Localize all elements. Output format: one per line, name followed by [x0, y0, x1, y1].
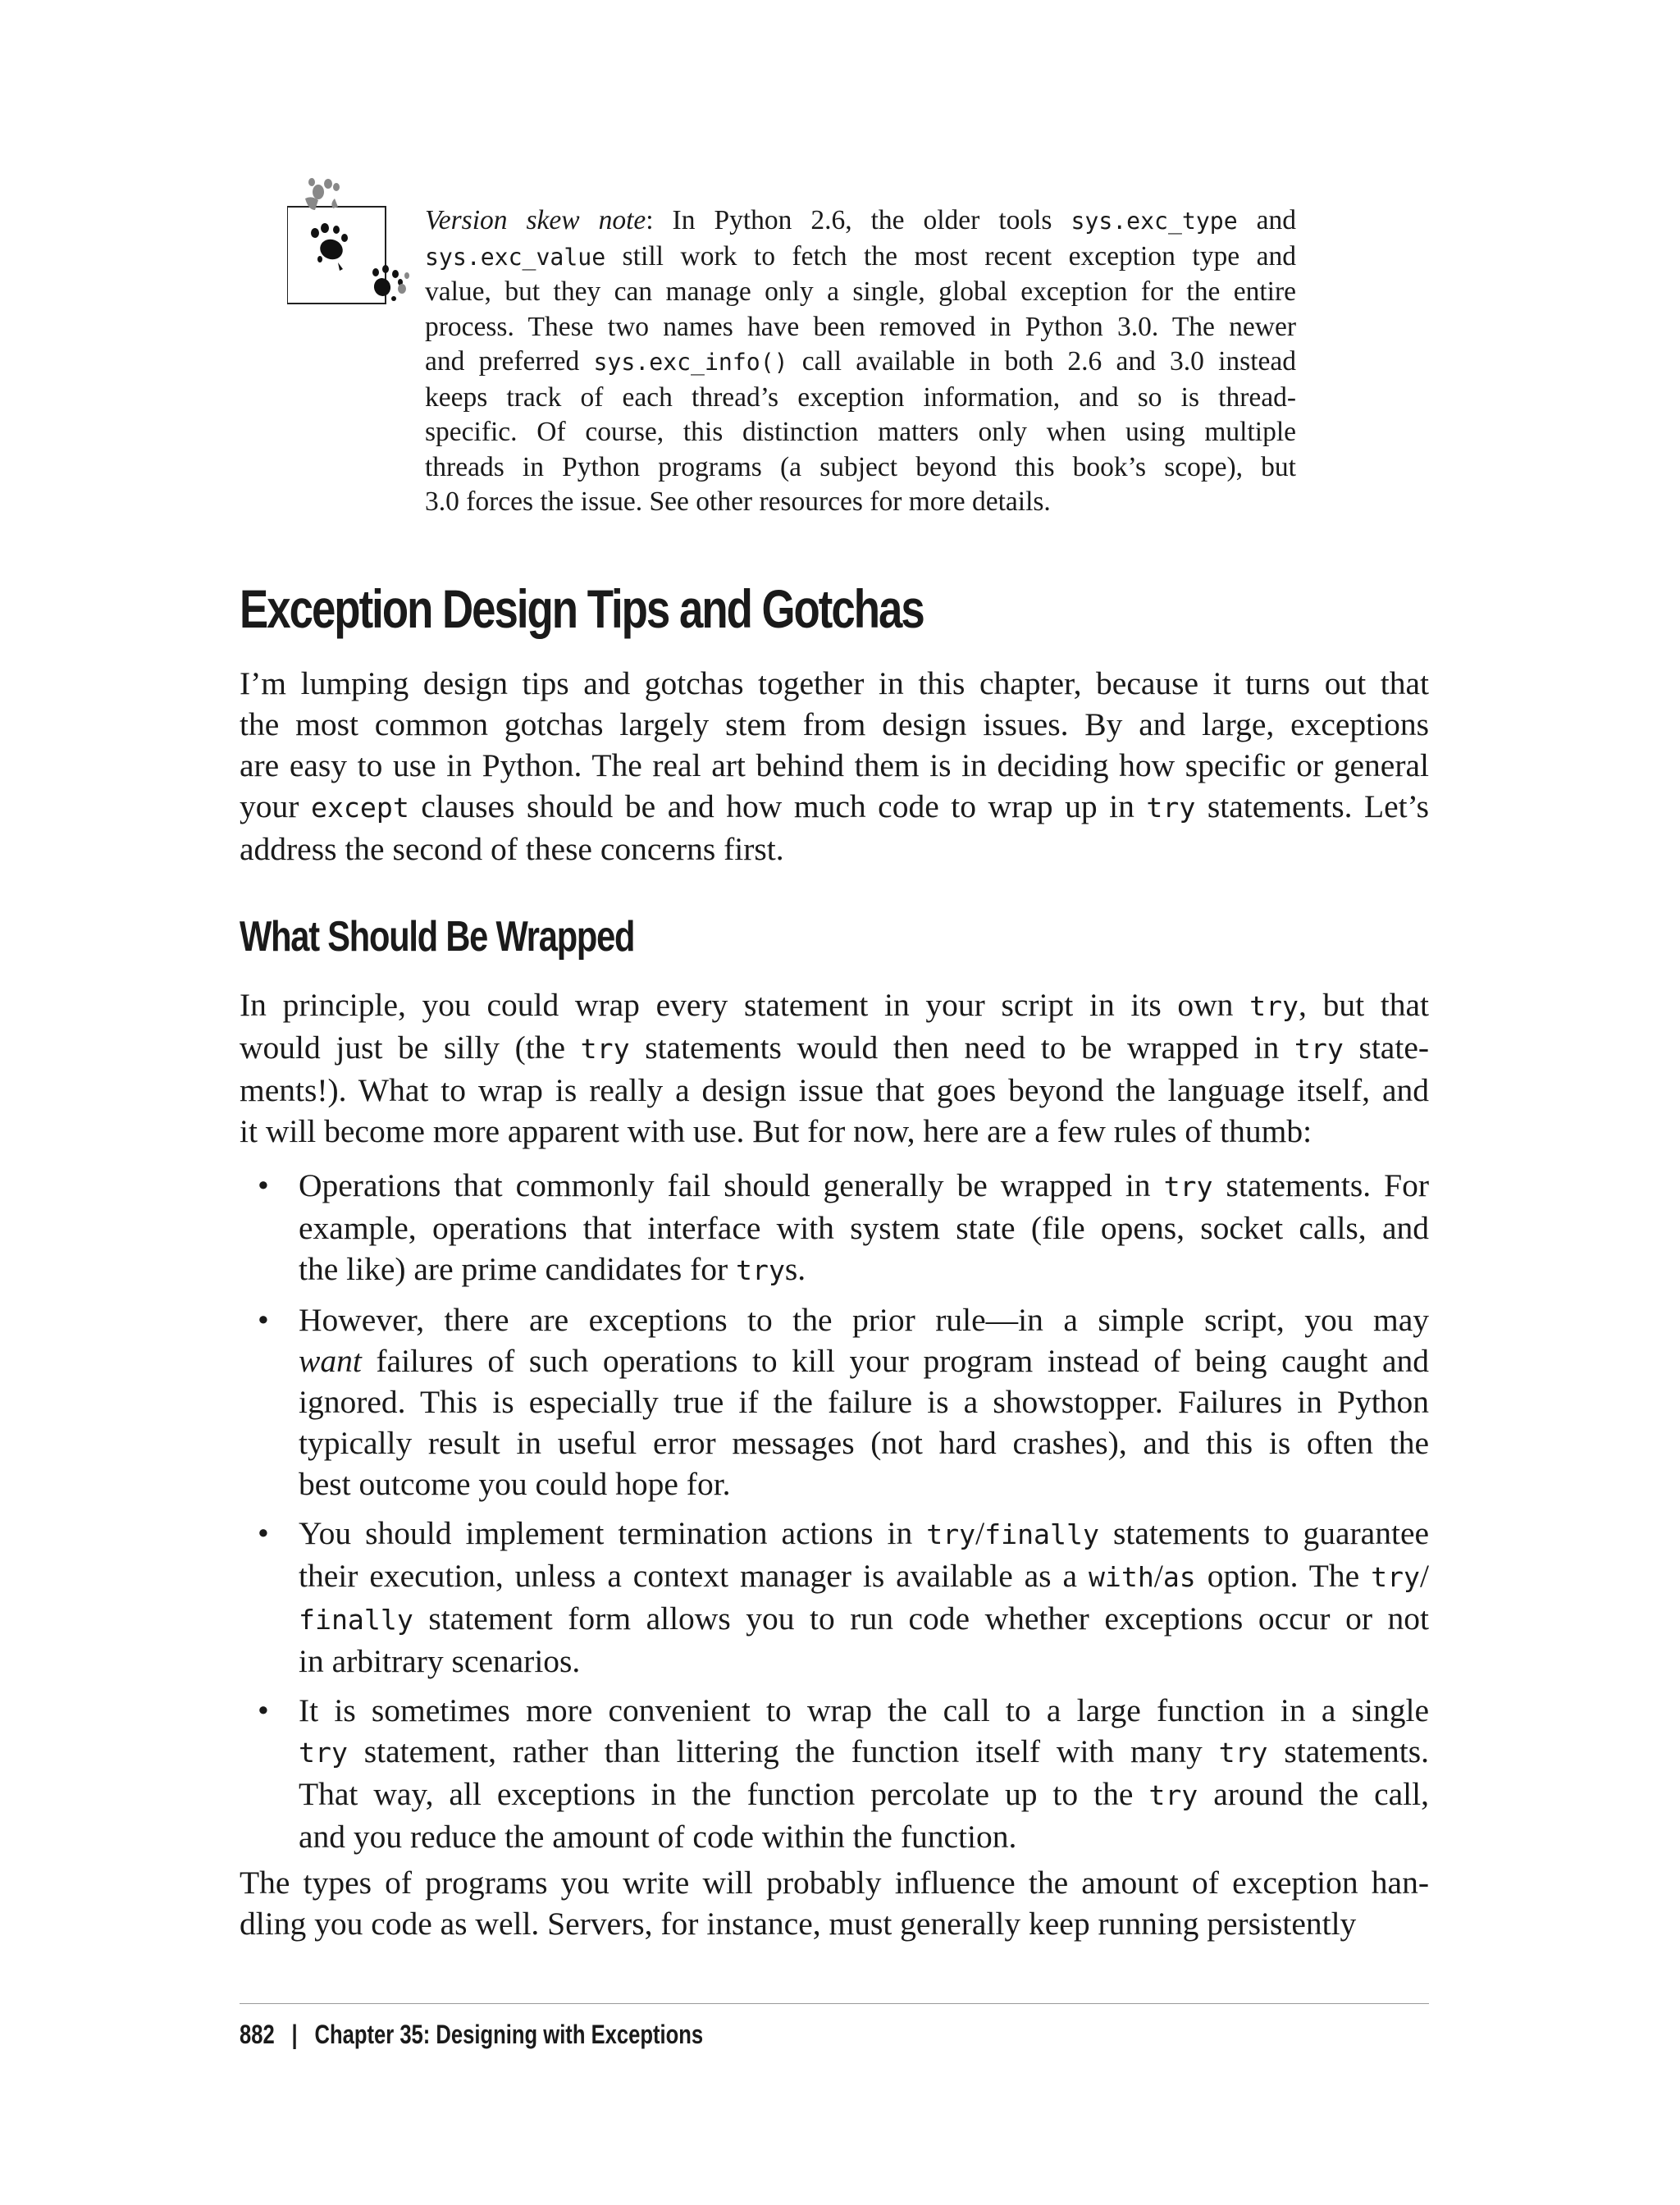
principle-line [240, 1111, 1429, 1152]
bullet-line [299, 1208, 1429, 1249]
footer-separator: | [291, 2020, 298, 2049]
closing-line [240, 1862, 1429, 1903]
text-run: value, but they can manage only a single, global exception for the entire [425, 276, 1296, 307]
list-item [240, 1299, 1429, 1504]
list-item-text [299, 1690, 1429, 1857]
inline-code: sys.exc_info() [593, 349, 788, 376]
text-run: example, operations that interface with system state (file opens, socket calls, and [299, 1210, 1429, 1246]
text-run: option. The [1195, 1558, 1372, 1594]
note-text [425, 203, 1296, 520]
text-run: around the call, [1198, 1776, 1429, 1812]
text-run: typically result in useful error messages (not hard crashes), and this is often the [299, 1425, 1429, 1461]
principle-line [240, 1070, 1429, 1111]
emphasis: Version skew note [425, 205, 646, 235]
closing-paragraph [240, 1862, 1429, 1944]
text-run: in arbitrary scenarios. [299, 1643, 581, 1679]
text-run: / [975, 1515, 985, 1551]
list-item [240, 1690, 1429, 1857]
emphasis: want [299, 1343, 362, 1379]
text-run: their execution, unless a context manager is available as a [299, 1558, 1089, 1594]
bullet-icon: • [258, 1692, 269, 1728]
text-run: statements. For [1212, 1167, 1429, 1203]
bullet-icon: • [258, 1302, 269, 1338]
text-run: process. These two names have been removed in Python 3.0. The newer [425, 311, 1296, 342]
intro-line [240, 663, 1429, 704]
inline-code: with [1088, 1561, 1154, 1593]
bullet-icon: • [258, 1515, 269, 1551]
text-run: it will become more apparent with use. But for now, here are a few rules of thumb: [240, 1113, 1312, 1149]
bullet-line [299, 1340, 1429, 1381]
principle-paragraph [240, 984, 1429, 1152]
section-title: Exception Design Tips and Gotchas [240, 578, 924, 639]
note-line [425, 415, 1296, 450]
text-run: address the second of these concerns first. [240, 831, 784, 867]
text-run: and [1237, 205, 1297, 235]
inline-code: try [580, 1033, 630, 1065]
list-item [240, 1165, 1429, 1291]
list-item-text [299, 1513, 1429, 1682]
bullet-line [299, 1641, 1429, 1682]
text-run: best outcome you could hope for. [299, 1466, 731, 1502]
note-line [425, 240, 1296, 276]
footer-rule [240, 2003, 1429, 2004]
note-line [425, 381, 1296, 416]
bullet-line [299, 1165, 1429, 1208]
inline-code: as [1162, 1561, 1196, 1593]
bullet-line [299, 1463, 1429, 1504]
bullet-line [299, 1816, 1429, 1857]
text-run: / [1420, 1558, 1429, 1594]
principle-line [240, 984, 1429, 1027]
text-run: Operations that commonly fail should generally be wrapped in [299, 1167, 1164, 1203]
text-run: , but that [1299, 987, 1429, 1023]
bullet-line [299, 1299, 1429, 1340]
text-run: ignored. This is especially true if the failure is a showstopper. Failures in Python [299, 1384, 1429, 1420]
text-run: s. [784, 1251, 806, 1287]
list-item-text [299, 1299, 1429, 1504]
inline-code: try [1218, 1737, 1268, 1769]
text-run: clauses should be and how much code to wrap up in [409, 788, 1147, 824]
text-run: still work to fetch the most recent exception type and [605, 240, 1296, 272]
text-run: state- [1343, 1029, 1429, 1066]
note-line [425, 310, 1296, 345]
text-run: the most common gotchas largely stem from design issues. By and large, exceptions [240, 706, 1429, 742]
chapter-title: Chapter 35: Designing with Exceptions [314, 2020, 704, 2049]
bullet-line [299, 1774, 1429, 1816]
bullet-line [299, 1731, 1429, 1774]
text-run: statements. Let’s [1195, 788, 1430, 824]
text-run: statements to guarantee [1098, 1515, 1430, 1551]
inline-code: try [1249, 990, 1299, 1022]
note-line [425, 275, 1296, 310]
bullet-line [299, 1555, 1429, 1598]
inline-code: try [1371, 1561, 1421, 1593]
intro-line [240, 704, 1429, 745]
note-line [425, 203, 1296, 240]
text-run: and preferred [425, 346, 594, 377]
page-number: 882 [240, 2020, 275, 2049]
text-run: are easy to use in Python. The real art behind them is in deciding how specific or general [240, 747, 1429, 783]
text-run: However, there are exceptions to the prior rule—in a simple script, you may [299, 1302, 1429, 1338]
text-run: the like) are prime candidates for [299, 1251, 736, 1287]
text-run: : In Python 2.6, the older tools [646, 205, 1071, 235]
text-run: statement, rather than littering the function itself with many [347, 1733, 1219, 1769]
bullet-line [299, 1249, 1429, 1291]
inline-code: finally [299, 1604, 413, 1636]
inline-code: sys.exc_type [1071, 208, 1238, 235]
inline-code: try [299, 1737, 348, 1769]
note-line [425, 450, 1296, 486]
text-run: call available in both 2.6 and 3.0 instead [788, 346, 1296, 377]
bullet-line [299, 1690, 1429, 1731]
text-run: dling you code as well. Servers, for instance, must generally keep running persistently [240, 1906, 1357, 1942]
text-run: statements would then need to be wrapped in [629, 1029, 1294, 1066]
intro-paragraph [240, 663, 1429, 870]
text-run: your [240, 788, 311, 824]
text-run: 3.0 forces the issue. See other resources for more details. [425, 486, 1051, 517]
page-footer [240, 2020, 703, 2050]
subsection-title: What Should Be Wrapped [240, 913, 635, 961]
text-run: That way, all exceptions in the function percolate up to the [299, 1776, 1149, 1812]
text-run: / [1153, 1558, 1163, 1594]
bullet-line [299, 1513, 1429, 1555]
text-run: statement form allows you to run code whether exceptions occur or not [413, 1600, 1429, 1637]
text-run: threads in Python programs (a subject beyond this book’s scope), but [425, 451, 1296, 482]
intro-line [240, 786, 1429, 829]
raccoon-paw-prints-icon [287, 174, 410, 305]
text-run: and you reduce the amount of code within the function. [299, 1819, 1017, 1855]
text-run: would just be silly (the [240, 1029, 581, 1066]
text-run: I’m lumping design tips and gotchas together in this chapter, because it turns out that [240, 665, 1429, 701]
list-item-text [299, 1165, 1429, 1291]
note-line [425, 485, 1296, 520]
inline-code: finally [984, 1518, 1099, 1550]
closing-line [240, 1903, 1429, 1944]
inline-code: try [1163, 1171, 1213, 1203]
list-item [240, 1513, 1429, 1682]
inline-code: try [1148, 1779, 1198, 1811]
inline-code: try [736, 1254, 785, 1286]
text-run: statements. [1267, 1733, 1429, 1769]
text-run: keeps track of each thread’s exception information, and so is thread- [425, 381, 1296, 413]
inline-code: sys.exc_value [425, 243, 606, 271]
bullet-line [299, 1598, 1429, 1641]
bullet-line [299, 1422, 1429, 1463]
text-run: specific. Of course, this distinction matters only when using multiple [425, 417, 1296, 447]
inline-code: try [1294, 1033, 1344, 1065]
text-run: failures of such operations to kill your program instead of being caught and [361, 1343, 1429, 1379]
bullet-line [299, 1381, 1429, 1422]
rules-of-thumb-list [240, 1165, 1429, 1865]
inline-code: try [1146, 792, 1196, 824]
text-run: The types of programs you write will probably influence the amount of exception han- [240, 1865, 1429, 1901]
text-run: In principle, you could wrap every statement in your script in its own [240, 987, 1250, 1023]
text-run: You should implement termination actions in [299, 1515, 927, 1551]
intro-line [240, 829, 1429, 870]
bullet-icon: • [258, 1167, 269, 1203]
text-run: It is sometimes more convenient to wrap the call to a large function in a single [299, 1692, 1429, 1728]
principle-line [240, 1027, 1429, 1070]
note-line [425, 345, 1296, 381]
intro-line [240, 745, 1429, 786]
inline-code: try [926, 1518, 976, 1550]
inline-code: except [310, 792, 409, 824]
text-run: ments!). What to wrap is really a design issue that goes beyond the language itself, and [240, 1072, 1429, 1108]
